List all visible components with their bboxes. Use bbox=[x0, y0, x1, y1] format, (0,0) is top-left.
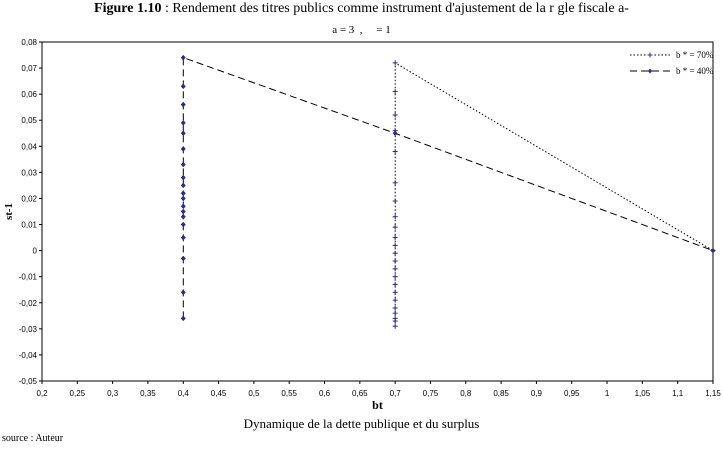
x-tick-label: 0,55 bbox=[281, 389, 297, 398]
y-tick-label: 0,06 bbox=[21, 90, 37, 100]
y-tick-label: 0,03 bbox=[21, 168, 37, 178]
data-point bbox=[393, 131, 397, 136]
legend-label-1: b * = 70% bbox=[676, 50, 714, 60]
data-point bbox=[181, 214, 185, 219]
data-point bbox=[393, 274, 398, 279]
data-point bbox=[181, 204, 185, 209]
y-tick-label: 0,01 bbox=[21, 220, 37, 230]
y-tick-label: 0,04 bbox=[21, 142, 37, 152]
figure-caption: Dynamique de la dette publique et du surplus bbox=[243, 416, 480, 431]
figure-parameters: a = 3 , = 1 bbox=[332, 24, 391, 36]
y-tick-label: 0,07 bbox=[21, 64, 37, 74]
data-point bbox=[181, 175, 185, 180]
data-point bbox=[393, 214, 398, 219]
data-point bbox=[393, 259, 398, 264]
x-tick-label: 0,25 bbox=[69, 389, 86, 398]
data-point bbox=[181, 222, 185, 227]
x-tick-label: 0,2 bbox=[36, 389, 48, 398]
x-tick-label: 0,85 bbox=[493, 389, 509, 398]
x-tick-label: 0,45 bbox=[210, 389, 227, 398]
data-point bbox=[393, 113, 398, 118]
data-point bbox=[393, 305, 398, 310]
legend-label-2: b * = 40% bbox=[676, 66, 714, 76]
data-point bbox=[393, 282, 398, 287]
data-point bbox=[393, 324, 398, 329]
x-tick-label: 0,7 bbox=[389, 389, 401, 398]
series-line-2 bbox=[183, 58, 713, 319]
figure-source: source : Auteur bbox=[2, 433, 64, 444]
x-tick-label: 0,95 bbox=[563, 389, 580, 398]
series-line-1 bbox=[395, 63, 713, 326]
data-point bbox=[181, 146, 185, 151]
data-point bbox=[393, 60, 398, 65]
y-axis-label: st-1 bbox=[3, 202, 15, 221]
y-tick-label: 0,08 bbox=[21, 38, 37, 47]
chart-marks bbox=[181, 55, 715, 329]
data-point bbox=[181, 183, 185, 188]
y-tick-label: -0,03 bbox=[18, 324, 37, 334]
x-tick-label: 1,15 bbox=[705, 389, 721, 398]
figure-number: Figure 1.10 bbox=[94, 1, 162, 16]
y-tick-label: -0,04 bbox=[18, 350, 37, 360]
figure-title-text: : Rendement des titres publics comme instrument d'ajustement de la r gle fiscale a- bbox=[161, 1, 629, 16]
data-point bbox=[181, 55, 185, 60]
y-tick-label: -0,02 bbox=[18, 298, 37, 308]
x-tick-label: 0,6 bbox=[318, 389, 331, 398]
data-point bbox=[181, 102, 185, 107]
x-tick-label: 1,05 bbox=[634, 389, 651, 398]
y-tick-label: 0 bbox=[32, 246, 37, 256]
x-tick-label: 0,8 bbox=[460, 389, 472, 398]
y-tick-label: -0,05 bbox=[18, 377, 37, 386]
data-point bbox=[393, 235, 398, 240]
data-point bbox=[711, 248, 715, 253]
data-point bbox=[181, 120, 185, 125]
data-point bbox=[393, 316, 398, 321]
x-tick-label: 0,4 bbox=[177, 389, 189, 398]
x-tick-label: 0,35 bbox=[140, 389, 156, 398]
x-tick-label: 0,9 bbox=[530, 389, 542, 398]
y-tick-label: -0,01 bbox=[18, 272, 37, 282]
data-point bbox=[393, 311, 398, 316]
data-point bbox=[393, 290, 398, 295]
data-point bbox=[181, 162, 185, 167]
x-tick-label: 0,65 bbox=[352, 389, 368, 398]
x-tick-label: 0,75 bbox=[422, 389, 439, 398]
data-point bbox=[181, 191, 185, 196]
data-point bbox=[181, 256, 185, 261]
data-point bbox=[393, 251, 398, 256]
x-axis-label: bt bbox=[372, 398, 383, 412]
chart-legend bbox=[630, 50, 714, 76]
data-point bbox=[393, 89, 398, 94]
data-point bbox=[181, 196, 185, 201]
data-point bbox=[393, 180, 398, 185]
chart-axes bbox=[3, 38, 721, 412]
data-point bbox=[181, 290, 185, 295]
data-point bbox=[181, 235, 185, 240]
x-tick-label: 0,3 bbox=[107, 389, 119, 398]
data-point bbox=[181, 209, 185, 214]
data-point bbox=[393, 298, 398, 303]
data-point bbox=[393, 149, 398, 154]
legend-marker bbox=[648, 69, 652, 74]
y-tick-label: 0,02 bbox=[21, 194, 37, 204]
y-tick-label: 0,05 bbox=[21, 116, 37, 126]
data-point bbox=[393, 243, 398, 248]
data-point bbox=[181, 84, 185, 89]
data-point bbox=[181, 316, 185, 321]
x-tick-label: 1,1 bbox=[672, 389, 684, 398]
x-tick-label: 0,5 bbox=[248, 389, 260, 398]
plot-area bbox=[42, 42, 713, 381]
data-point bbox=[393, 199, 398, 204]
data-point bbox=[393, 225, 398, 230]
data-point bbox=[181, 131, 185, 136]
data-point bbox=[393, 266, 398, 271]
x-tick-label: 1 bbox=[604, 389, 610, 398]
